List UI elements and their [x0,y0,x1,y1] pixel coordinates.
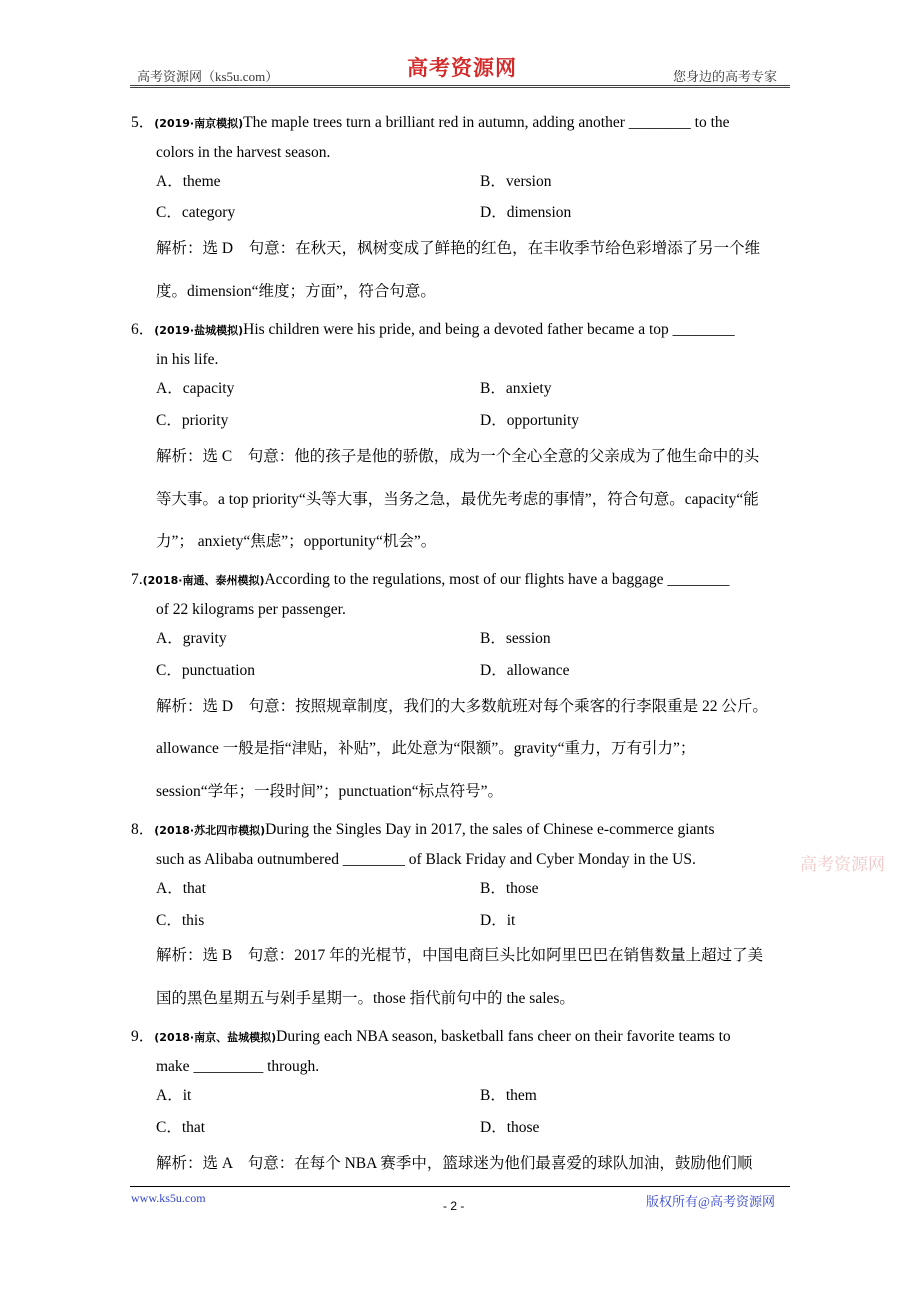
answer-option: D．allowance [480,662,570,679]
question-text: According to the regulations, most of our flights have a baggage ________ [264,571,730,588]
analysis-line: 力”； anxiety“焦虑”；opportunity“机会”。 [156,533,437,550]
header-rule [130,85,790,88]
question-text-line: colors in the harvest season. [156,144,331,161]
answer-option: A．theme [156,173,221,190]
analysis-line: 解析：选 B 句意：2017 年的光棍节，中国电商巨头比如阿里巴巴在销售数量上超过了美 [156,947,764,964]
question-source: (2018·苏北四市模拟) [154,824,266,837]
answer-option: B．those [480,880,539,897]
question-number: 5． [131,114,155,131]
analysis-line: 解析：选 A 句意：在每个 NBA 赛季中，篮球迷为他们最喜爱的球队加油，鼓励他们顺 [156,1155,753,1172]
footer-link[interactable]: www.ks5u.com [131,1191,206,1205]
answer-option: A．gravity [156,630,227,647]
question-text-line: of 22 kilograms per passenger. [156,601,346,618]
answer-option: A．that [156,880,206,897]
analysis-line: session“学年；一段时间”；punctuation“标点符号”。 [156,783,503,800]
answer-option: A．it [156,1087,192,1104]
question-text: His children were his pride, and being a devoted father became a top ________ [243,321,735,338]
answer-option: C．category [156,204,236,221]
header-left: 高考资源网（ks5u.com） [137,69,279,84]
question-source: (2019·盐城模拟) [154,324,244,337]
answer-option: D．opportunity [480,412,580,429]
question-source: (2018·南通、泰州模拟) [142,574,265,587]
answer-option: B．anxiety [480,380,552,397]
answer-option: C．priority [156,412,229,429]
page-number: - 2 - [443,1199,465,1213]
analysis-line: 等大事。a top priority“头等大事，当务之急，最优先考虑的事情”，符合句意。capacity“能 [156,491,759,508]
answer-option: C．this [156,912,205,929]
answer-option: C．punctuation [156,662,256,679]
question-number: 7. [131,571,143,588]
answer-option: B．version [480,173,552,190]
answer-option: A．capacity [156,380,235,397]
question-text-line: such as Alibaba outnumbered ________ of Black Friday and Cyber Monday in the US. [156,851,696,868]
question-number: 6． [131,321,155,338]
question-text: During the Singles Day in 2017, the sales of Chinese e-commerce giants [265,821,715,838]
question-text: The maple trees turn a brilliant red in autumn, adding another ________ to the [243,114,730,131]
site-logo: 高考资源网 [407,55,517,80]
analysis-line: 解析：选 C 句意：他的孩子是他的骄傲，成为一个全心全意的父亲成为了他生命中的头 [156,448,760,465]
header-right: 您身边的高考专家 [673,69,778,84]
answer-option: B．session [480,630,551,647]
answer-option: D．dimension [480,204,572,221]
analysis-line: allowance 一般是指“津贴，补贴”，此处意为“限额”。gravity“重力，万有引力”； [156,740,696,757]
question-source: (2018·南京、盐城模拟) [154,1031,277,1044]
question-source: (2019·南京模拟) [154,117,244,130]
question-stem-line [131,570,729,591]
analysis-line: 度。dimension“维度；方面”，符合句意。 [156,283,436,300]
question-text: During each NBA season, basketball fans cheer on their favorite teams to [276,1028,731,1045]
question-stem-line [131,820,715,841]
watermark: 高考资源网 [800,855,885,874]
question-text-line: in his life. [156,351,219,368]
analysis-line: 解析：选 D 句意：在秋天，枫树变成了鲜艳的红色，在丰收季节给色彩增添了另一个维 [156,240,761,257]
question-number: 8． [131,821,155,838]
analysis-line: 国的黑色星期五与剁手星期一。those 指代前句中的 the sales。 [156,990,575,1007]
question-number: 9． [131,1028,155,1045]
question-stem-line [131,113,730,134]
answer-option: C．that [156,1119,206,1136]
analysis-line: 解析：选 D 句意：按照规章制度，我们的大多数航班对每个乘客的行李限重是 22 公斤。 [156,698,768,715]
footer-rule [130,1186,790,1187]
question-stem-line [131,1027,731,1048]
answer-option: B．them [480,1087,537,1104]
footer-copyright: 版权所有@高考资源网 [646,1194,775,1209]
answer-option: D．it [480,912,516,929]
answer-option: D．those [480,1119,540,1136]
question-stem-line [131,320,735,341]
question-text-line: make _________ through. [156,1058,320,1075]
